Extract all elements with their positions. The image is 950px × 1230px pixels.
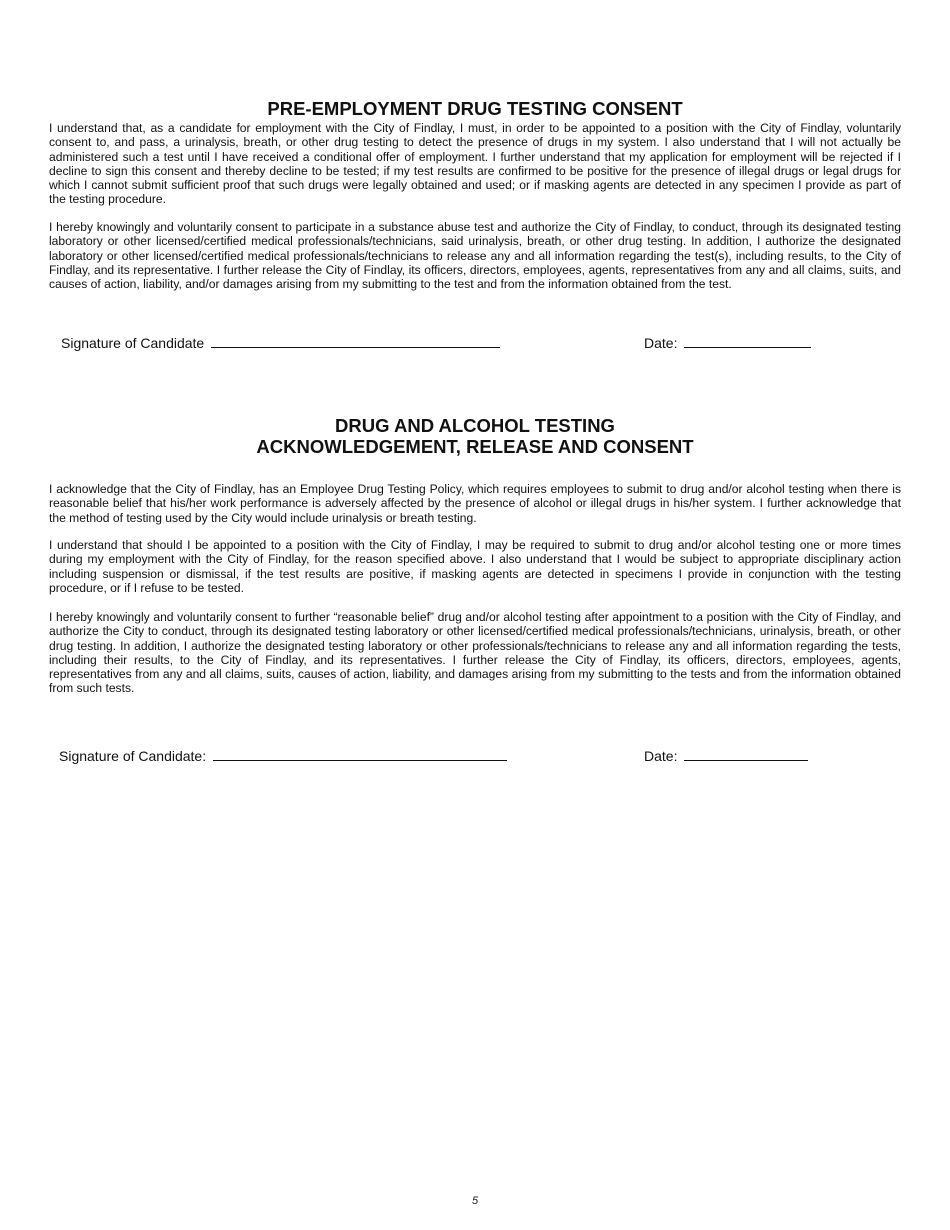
consent-paragraph-1: I understand that, as a candidate for employment with the City of Findlay, I must, in order to be appointed to a position with the City of Findlay, voluntarily consent to, and pass, a urinalysis, breath, or other drug testing to detect the presence of drugs in my system. I also understand that I will not actually be administered such a test until I have received a conditional offer of employment. I further understand that my application for employment will be rejected if I decline to sign this consent and thereby decline to be tested; if my test results are confirmed to be positive for the presence of illegal drugs or legal drugs for which I cannot submit sufficient proof that such drugs were legally obtained and used; or if masking agents are detected in any specimen I provide as part of the testing procedure. xyxy=(49,121,901,207)
date-line-1 xyxy=(644,335,811,352)
acknowledgement-paragraph-2: I understand that should I be appointed to a position with the City of Findlay, I may be required to submit to drug and/or alcohol testing one or more times during my employment with the City of Findlay, for the reason specified above. I also understand that I would be subject to appropriate disciplinary action including suspension or dismissal, if the test results are positive, if masking agents are detected in specimens I provide in conjunction with the testing procedure, or if I refuse to be tested. xyxy=(49,538,901,595)
acknowledgement-title-line-1: DRUG AND ALCOHOL TESTING xyxy=(335,415,615,436)
page-number: 5 xyxy=(471,1195,479,1207)
acknowledgement-paragraph-3: I hereby knowingly and voluntarily consent to further “reasonable belief” drug and/or alcohol testing after appointment to a position with the City of Findlay, and authorize the City to conduct, through its designated testing laboratory or other licensed/certified medical professionals/technicians, urinalysis, breath, or other drug testing. In addition, I authorize the designated testing laboratory or other professionals/technicians to release any and all information regarding the tests, including their results, to the City of Findlay, and its representatives. I further release the City of Findlay, its officers, directors, employees, agents, representatives from any and all claims, suits, causes of action, liability, and damages arising from my submitting to the tests and from the information obtained from such tests. xyxy=(49,610,901,696)
signature-label: Signature of Candidate: xyxy=(59,748,207,764)
consent-paragraph-2: I hereby knowingly and voluntarily consent to participate in a substance abuse test and authorize the City of Findlay, to conduct, through its designated testing laboratory or other licensed/certified medical professionals/technicians, said urinalysis, breath, or other drug testing. In addition, I authorize the designated laboratory or other licensed/certified medical professionals/technicians to release any and all information regarding the test(s), including results, to the City of Findlay, and its representative. I further release the City of Findlay, its officers, directors, employees, agents, representatives from any and all claims, suits, and causes of action, liability, and/or damages arising from my submitting to the test and from the information obtained from the test. xyxy=(49,220,901,292)
date-field[interactable] xyxy=(684,748,808,761)
signature-line-2 xyxy=(59,748,507,765)
signature-field[interactable] xyxy=(211,335,500,348)
acknowledgement-paragraph-1: I acknowledge that the City of Findlay, has an Employee Drug Testing Policy, which requires employees to submit to drug and/or alcohol testing when there is reasonable belief that his/her work performance is adversely affected by the presence of alcohol or illegal drugs in his/her system. I further acknowledge that the method of testing used by the City would include urinalysis or breath testing. xyxy=(49,482,901,525)
signature-field[interactable] xyxy=(213,748,507,761)
date-label: Date: xyxy=(644,748,678,764)
date-label: Date: xyxy=(644,335,678,351)
pre-employment-consent-title: PRE-EMPLOYMENT DRUG TESTING CONSENT xyxy=(267,98,683,119)
date-line-2 xyxy=(644,748,808,765)
date-field[interactable] xyxy=(684,335,811,348)
acknowledgement-title-line-2: ACKNOWLEDGEMENT, RELEASE AND CONSENT xyxy=(256,436,694,457)
signature-line-1 xyxy=(61,335,500,352)
signature-label: Signature of Candidate xyxy=(61,335,205,351)
